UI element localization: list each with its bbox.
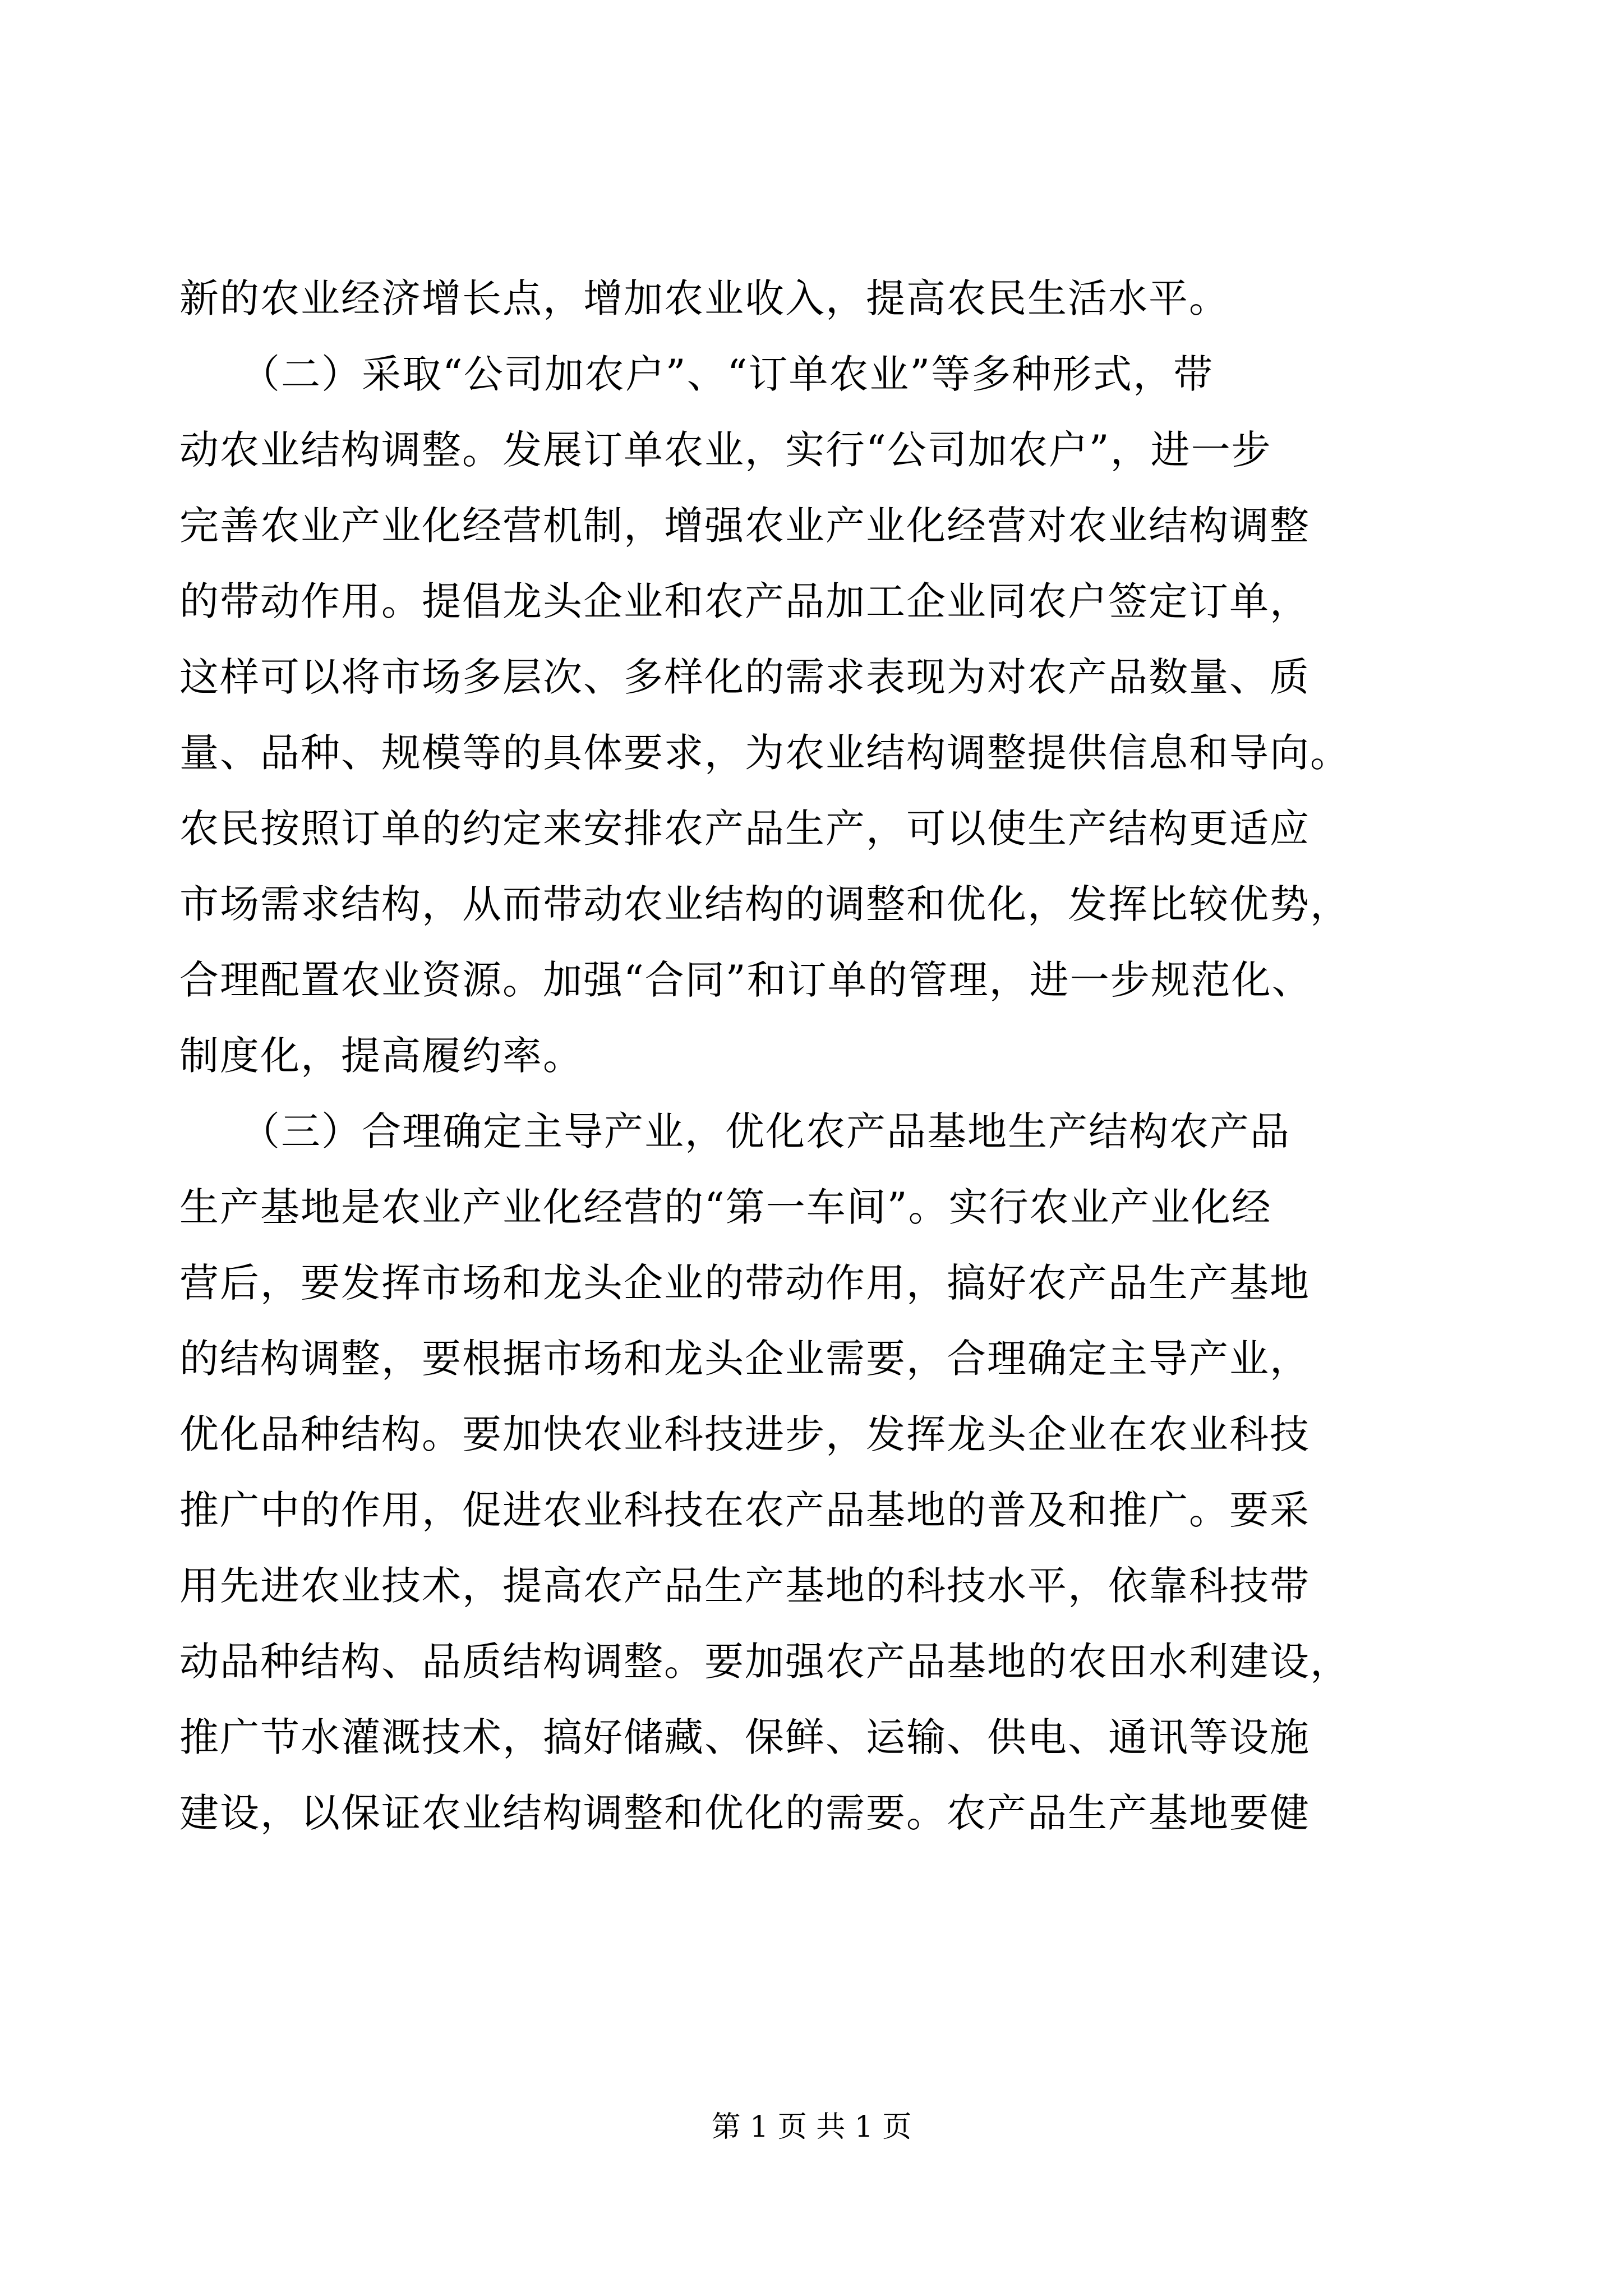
text-line-18: 用先进农业技术，提高农产品生产基地的科技水平，依靠科技带 bbox=[179, 1563, 1310, 1609]
text-line-11: 制度化，提高履约率。 bbox=[179, 1033, 583, 1079]
text-line-5: 的带动作用。提倡龙头企业和农产品加工企业同农户签定订单， bbox=[179, 578, 1310, 624]
text-line-12: （三）合理确定主导产业，优化农产品基地生产结构农产品 bbox=[179, 1108, 1290, 1154]
page-footer: 第 1 页 共 1 页 bbox=[711, 2110, 912, 2144]
text-line-21: 建设，以保证农业结构调整和优化的需要。农产品生产基地要健 bbox=[179, 1790, 1310, 1836]
text-line-15: 的结构调整，要根据市场和龙头企业需要，合理确定主导产业， bbox=[179, 1336, 1310, 1382]
text-line-16: 优化品种结构。要加快农业科技进步，发挥龙头企业在农业科技 bbox=[179, 1411, 1310, 1457]
text-line-14: 营后，要发挥市场和龙头企业的带动作用，搞好农产品生产基地 bbox=[179, 1260, 1310, 1306]
text-line-17: 推广中的作用，促进农业科技在农产品基地的普及和推广。要采 bbox=[179, 1487, 1310, 1533]
text-line-13: 生产基地是农业产业化经营的“第一车间”。实行农业产业化经 bbox=[179, 1184, 1272, 1230]
text-line-8: 农民按照订单的约定来安排农产品生产，可以使生产结构更适应 bbox=[179, 806, 1310, 852]
text-line-3: 动农业结构调整。发展订单农业，实行“公司加农户”，进一步 bbox=[179, 427, 1272, 473]
text-line-9: 市场需求结构，从而带动农业结构的调整和优化，发挥比较优势， bbox=[179, 881, 1350, 927]
text-line-20: 推广节水灌溉技术，搞好储藏、保鲜、运输、供电、通讯等设施 bbox=[179, 1714, 1310, 1760]
text-line-6: 这样可以将市场多层次、多样化的需求表现为对农产品数量、质 bbox=[179, 654, 1310, 700]
text-line-2: （二）采取“公司加农户”、“订单农业”等多种形式，带 bbox=[179, 351, 1214, 397]
text-line-10: 合理配置农业资源。加强“合同”和订单的管理，进一步规范化、 bbox=[179, 957, 1312, 1003]
text-line-7: 量、品种、规模等的具体要求，为农业结构调整提供信息和导向。 bbox=[179, 730, 1350, 776]
text-line-1: 新的农业经济增长点，增加农业收入，提高农民生活水平。 bbox=[179, 275, 1229, 321]
text-line-4: 完善农业产业化经营机制，增强农业产业化经营对农业结构调整 bbox=[179, 503, 1310, 549]
text-line-19: 动品种结构、品质结构调整。要加强农产品基地的农田水利建设， bbox=[179, 1639, 1350, 1685]
